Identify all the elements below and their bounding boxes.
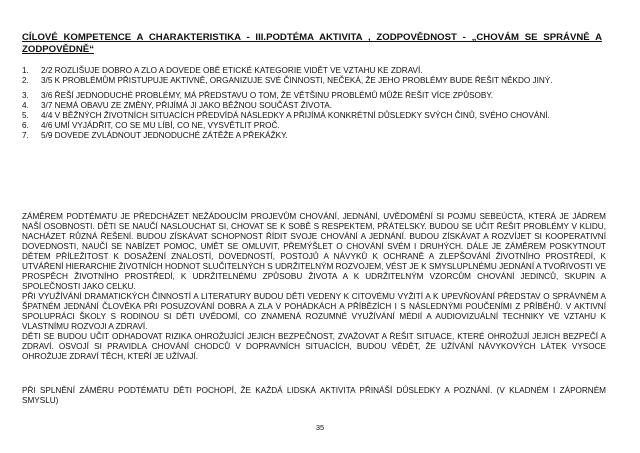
- goal-item-1: [22, 66, 606, 76]
- goal-item-6: [22, 121, 606, 131]
- intent-section: [22, 212, 606, 362]
- goal-text: 3/7 NEMÁ OBAVU ZE ZMĚNY, PŘIJÍMÁ JI JAKO BĚŽNOU SOUČÁST ŽIVOTA.: [41, 101, 333, 110]
- goal-text: 3/6 ŘEŠÍ JEDNODUCHÉ PROBLÉMY, MÁ PŘEDSTAVU O TOM, ŽE VĚTŠINU PROBLÉMŮ MŮŽE ŘEŠIT VÍCE ZPŮSOBY.: [41, 91, 494, 100]
- goal-text: 3/5 K PROBLÉMŮM PŘISTUPUJE AKTIVNĚ, ORGANIZUJE SVÉ ČINNOSTI, NEČEKÁ, ŽE JEHO PROBLÉMY BUDE ŘEŠIT NĚKDO JINÝ.: [41, 76, 553, 85]
- goal-item-7: [22, 131, 606, 141]
- section-heading: CÍLOVÉ KOMPETENCE A CHARAKTERISTIKA - III.PODTÉMA AKTIVITA , ZODPOVĚDNOST - „CHOVÁM SE SPRÁVNĚ A ZODPOVĚDNĚ“: [22, 32, 602, 55]
- goal-text: 4/4 V BĚŽNÝCH ŽIVOTNÍCH SITUACÍCH PŘEDVÍDÁ NÁSLEDKY A PŘIJÍMÁ KONKRÉTNÍ DŮSLEDKY SVÝCH ČINŮ, SVÉHO CHOVÁNÍ.: [41, 111, 550, 120]
- goal-text: 5/9 DOVEDE ZVLÁDNOUT JEDNODUCHÉ ZÁTĚŽE A PŘEKÁŽKY.: [41, 131, 288, 140]
- goal-text: 2/2 ROZLIŠUJE DOBRO A ZLO A DOVEDE OBĚ ETICKÉ KATEGORIE VIDĚT VE VZTAHU KE ZDRAVÍ.: [41, 66, 423, 75]
- goal-number: 1.: [22, 66, 29, 75]
- goal-text: 4/6 UMÍ VYJÁDŘIT, CO SE MU LÍBÍ, CO NE, VYSVĚTLIT PROČ.: [41, 121, 280, 130]
- goal-number: 4.: [22, 101, 29, 110]
- goal-item-5: [22, 111, 606, 121]
- conclusion-paragraph: PŘI SPLNĚNÍ ZÁMĚRU PODTÉMATU DĚTI POCHOPÍ, ŽE KAŽDÁ LIDSKÁ AKTIVITA PŘINÁŠÍ DŮSLEDKY A POZNÁNÍ. (V KLADNÉM I ZÁPORNÉM SMYSLU): [22, 386, 606, 405]
- goal-number: 2.: [22, 76, 29, 85]
- safety-paragraph: DĚTI SE BUDOU UČIT ODHADOVAT RIZIKA OHROŽUJÍCÍ JEJICH BEZPEČNOST, ZVAŽOVAT A ŘEŠIT SITUACE, KTERÉ OHROŽUJÍ JEJICH BEZPEČÍ A ZDRAVÍ. OSVOJÍ SI PRAVIDLA CHOVÁNÍ CHODCŮ V DOPRAVNÍCH SITUACÍCH, BUDOU VĚDĚT, ŽE UŽÍVÁNÍ NÁVYKOVÝCH LÁTEK VYSOCE OHROŽUJE ZDRAVÍ TĚCH, KTEŘÍ JE UŽÍVAJÍ.: [22, 332, 606, 361]
- goal-number: 7.: [22, 131, 29, 140]
- page-number: 35: [315, 423, 325, 432]
- literature-paragraph: PŘI VYUŽÍVÁNÍ DRAMATICKÝCH ČINNOSTÍ A LITERATURY BUDOU DĚTI VEDENY K CITOVÉMU VYŽITÍ A K UPEVŇOVÁNÍ PŘEDSTAV O SPRÁVNÉM A ŠPATNÉM JEDNÁNÍ ČLOVĚKA PŘI POSUZOVÁNÍ DOBRA A ZLA V POHÁDKÁCH A PŘÍBĚZÍCH I S NÁSLEDNÝMI POUČENÍMI Z PŘÍBĚHŮ. V AKTIVNÍ SPOLUPRÁCI ŠKOLY S RODINOU SI DĚTI UVĚDOMÍ, CO ZNAMENÁ ROZUMNÉ VYUŽÍVÁNÍ MÉDIÍ A AUDIOVIZUÁLNÍ TECHNIKY VE VZTAHU K VLASTNÍMU ROZVOJI A ZDRAVÍ.: [22, 292, 606, 331]
- goals-list: [22, 66, 606, 141]
- goal-item-2: [22, 76, 606, 86]
- goal-item-4: [22, 101, 606, 111]
- goal-number: 5.: [22, 111, 29, 120]
- goal-item-3: [22, 91, 606, 101]
- intent-paragraph: ZÁMĚREM PODTÉMATU JE PŘEDCHÁZET NEŽÁDOUCÍM PROJEVŮM CHOVÁNÍ, JEDNÁNÍ, UVĚDOMĚNÍ SI POJMU SEBEÚCTA, KTERÁ JE JÁDREM NAŠÍ OSOBNOSTI. DĚTI SE NAUČÍ NASLOUCHAT SI, CHOVAT SE K SOBĚ S RESPEKTEM, PŘÁTELSKY. BUDOU SE UČIT ŘEŠIT PROBLÉMY V KLIDU, NACHÁZET RŮZNÁ ŘEŠENÍ. BUDOU ZÍSKÁVAT SCHOPNOST ŘÍDIT SVOJE CHOVÁNÍ A JEDNÁNÍ. BUDOU ZÍSKÁVAT A ROZVÍJET SI KOOPERATIVNÍ DOVEDNOSTI, NAUČÍ SE NABÍZET POMOC, UMĚT SE OMLUVIT, PŘEMÝŠLET O CHOVÁNÍ SVÉM I DRUHÝCH. DÁLE JE ZÁMĚREM POSKYTNOUT DĚTEM PŘÍLEŽITOST K DOSAŽENÍ ZNALOSTÍ, DOVEDNOSTÍ, POSTOJŮ A NÁVYKŮ K OCHRANĚ A ZLEPŠOVÁNÍ ŽIVOTNÍHO PROSTŘEDÍ, K UTVÁŘENÍ HIERARCHIE ŽIVOTNÍCH HODNOT SLUČITELNÝCH S UDRŽITELNÝM ROZVOJEM, VÉST JE K SMYSLUPLNÉMU JEDNÁNÍ A TVOŘIVOSTI VE PROSPĚCH ŽIVOTNÍHO PROSTŘEDÍ, K UDRŽITELNÉMU ZPŮSOBU ŽIVOTA A K UDRŽITELNÝM VZORCŮM CHOVÁNÍ JEDINCŮ, SKUPIN A SPOLEČNOSTI JAKO CELKU.: [22, 212, 606, 291]
- goal-number: 3.: [22, 91, 29, 100]
- goal-number: 6.: [22, 121, 29, 130]
